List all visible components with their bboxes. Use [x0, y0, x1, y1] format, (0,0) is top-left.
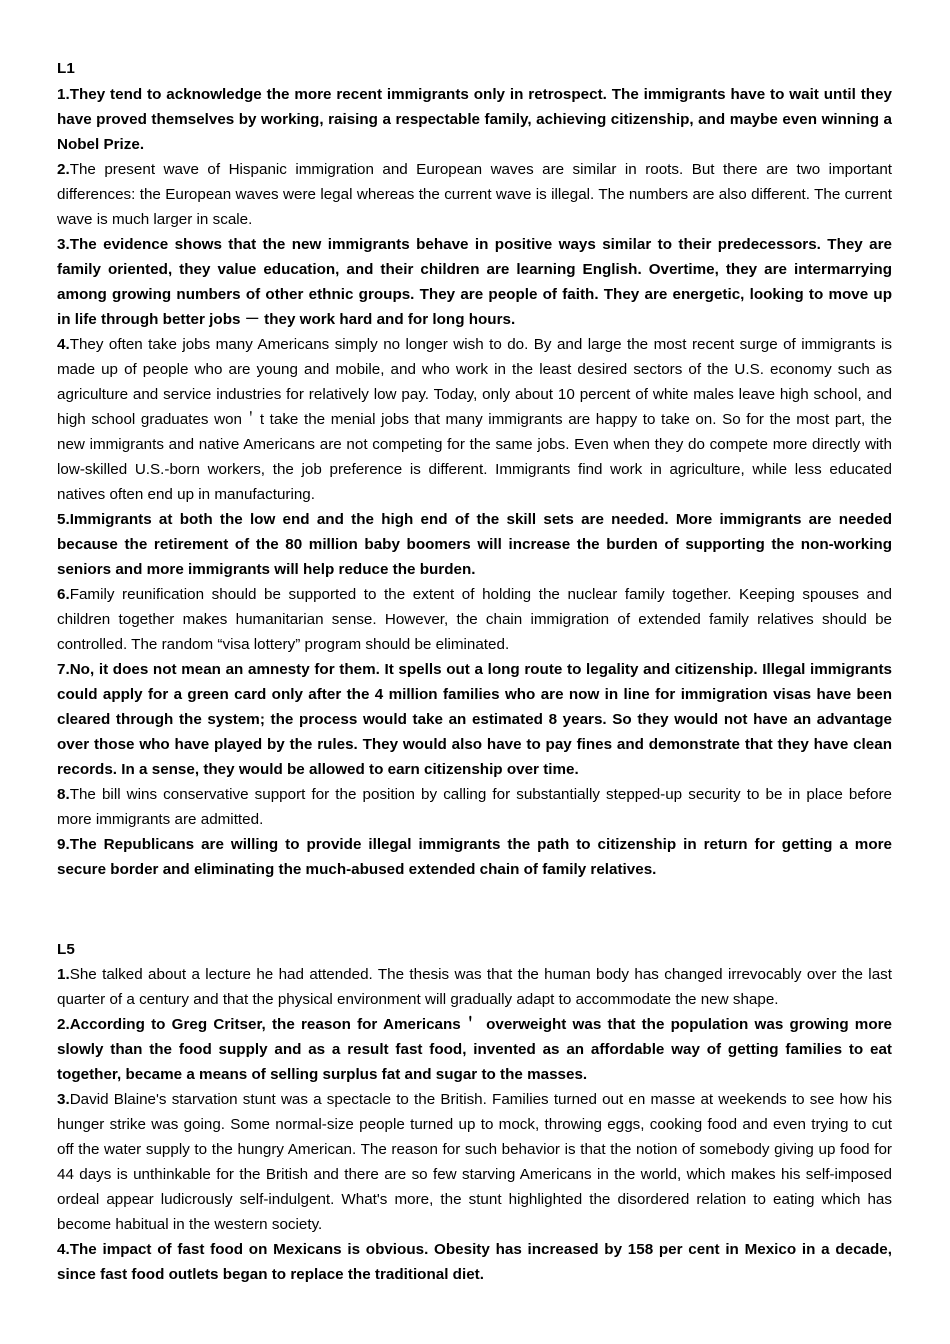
answer-number: 5. [57, 510, 70, 528]
answer-item [57, 832, 892, 882]
answer-text: David Blaine's starvation stunt was a spectacle to the British. Families turned out en masse at weekends to see how his hunger strike was going. Some normal-size people turned up to mock, throwing eggs, cooking food and even trying to cut off the water supply to the hungry American. The reason for such behavior is that the notion of somebody giving up food for 44 days is unthinkable for the British and there are so few starving Americans in the world, which makes his self-imposed ordeal appear ludicrously self-indulgent. What's more, the stunt highlighted the disordered relation to eating which has become habitual in the western society. [57, 1091, 892, 1234]
answer-item [57, 332, 892, 507]
answer-number: 9. [57, 835, 70, 853]
answer-number: 2. [57, 1016, 70, 1034]
answer-number: 4. [57, 335, 70, 353]
answer-item [57, 232, 892, 332]
answer-item [57, 507, 892, 582]
answer-text: The evidence shows that the new immigrants behave in positive ways similar to their predecessors. They are family oriented, they value education, and their children are learning English. Overtime, they are intermarrying among growing numbers of other ethnic groups. They are people of faith. They are energetic, looking to move up in life through better jobs － they work hard and for long hours. [57, 235, 892, 328]
answer-number: 1. [57, 966, 70, 984]
answer-item [57, 582, 892, 657]
answer-item [57, 782, 892, 832]
section-heading-l5: L5 [57, 940, 75, 958]
answer-number: 7. [57, 660, 70, 678]
answer-item [57, 82, 892, 157]
answer-number: 6. [57, 585, 70, 603]
answer-item [57, 1237, 892, 1287]
answer-number: 3. [57, 1091, 70, 1109]
answer-item [57, 962, 892, 1012]
answer-text: The Republicans are willing to provide illegal immigrants the path to citizenship in return for getting a more secure border and eliminating the much-abused extended chain of family relatives. [57, 835, 892, 878]
section-l1 [57, 57, 892, 882]
answer-text: The impact of fast food on Mexicans is obvious. Obesity has increased by 158 per cent in Mexico in a decade, since fast food outlets began to replace the traditional diet. [57, 1241, 892, 1284]
answer-number: 4. [57, 1241, 70, 1259]
answer-text: They often take jobs many Americans simply no longer wish to do. By and large the most recent surge of immigrants is made up of people who are young and mobile, and who work in the least desired sectors of the U.S. economy such as agriculture and service industries for relatively low pay. Today, only about 10 percent of white males leave high school, and high school graduates won＇t take the menial jobs that many immigrants are happy to take on. So for the most part, the new immigrants and native Americans are not competing for the same jobs. Even when they do compete more directly with low-skilled U.S.-born workers, the job preference is different. Immigrants find work in agriculture, while less educated natives often end up in manufacturing. [57, 335, 892, 503]
answer-text: The bill wins conservative support for the position by calling for substantially stepped-up security to be in place before more immigrants are admitted. [57, 785, 892, 828]
answer-number: 1. [57, 85, 70, 103]
answer-text: No, it does not mean an amnesty for them. It spells out a long route to legality and citizenship. Illegal immigrants could apply for a green card only after the 4 million families who are now in line for immigration visas have been cleared through the system; the process would take an estimated 8 years. So they would not have an advantage over those who have played by the rules. They would also have to pay fines and demonstrate that they have clean records. In a sense, they would be allowed to earn citizenship over time. [57, 660, 892, 778]
answer-item [57, 1012, 892, 1087]
answer-number: 2. [57, 160, 70, 178]
answer-item [57, 157, 892, 232]
answer-text: Immigrants at both the low end and the high end of the skill sets are needed. More immigrants are needed because the retirement of the 80 million baby boomers will increase the burden of supporting the non-working seniors and more immigrants will help reduce the burden. [57, 510, 892, 578]
document-body [57, 57, 892, 1287]
section-l5 [57, 938, 892, 1288]
section-heading-l1: L1 [57, 60, 75, 77]
answer-text: They tend to acknowledge the more recent immigrants only in retrospect. The immigrants have to wait until they have proved themselves by working, raising a respectable family, achieving citizenship, and maybe even winning a Nobel Prize. [57, 85, 892, 153]
answer-text: The present wave of Hispanic immigration and European waves are similar in roots. But there are two important differences: the European waves were legal whereas the current wave is illegal. The numbers are also different. The current wave is much larger in scale. [57, 160, 892, 228]
answer-text: Family reunification should be supported to the extent of holding the nuclear family together. Keeping spouses and children together makes humanitarian sense. However, the chain immigration of extended family relatives should be controlled. The random “visa lottery” program should be eliminated. [57, 585, 892, 653]
section-spacer [57, 882, 892, 938]
answer-text: She talked about a lecture he had attended. The thesis was that the human body has changed irrevocably over the last quarter of a century and that the physical environment will gradually adapt to accommodate the new shape. [57, 966, 892, 1009]
answer-item [57, 657, 892, 782]
answer-number: 8. [57, 785, 70, 803]
answer-number: 3. [57, 235, 70, 253]
answer-text: According to Greg Critser, the reason for Americans＇ overweight was that the population was growing more slowly than the food supply and as a result fast food, invented as an affordable way of getting families to eat together, became a means of selling surplus fat and sugar to the masses. [57, 1016, 892, 1084]
answer-item [57, 1087, 892, 1237]
